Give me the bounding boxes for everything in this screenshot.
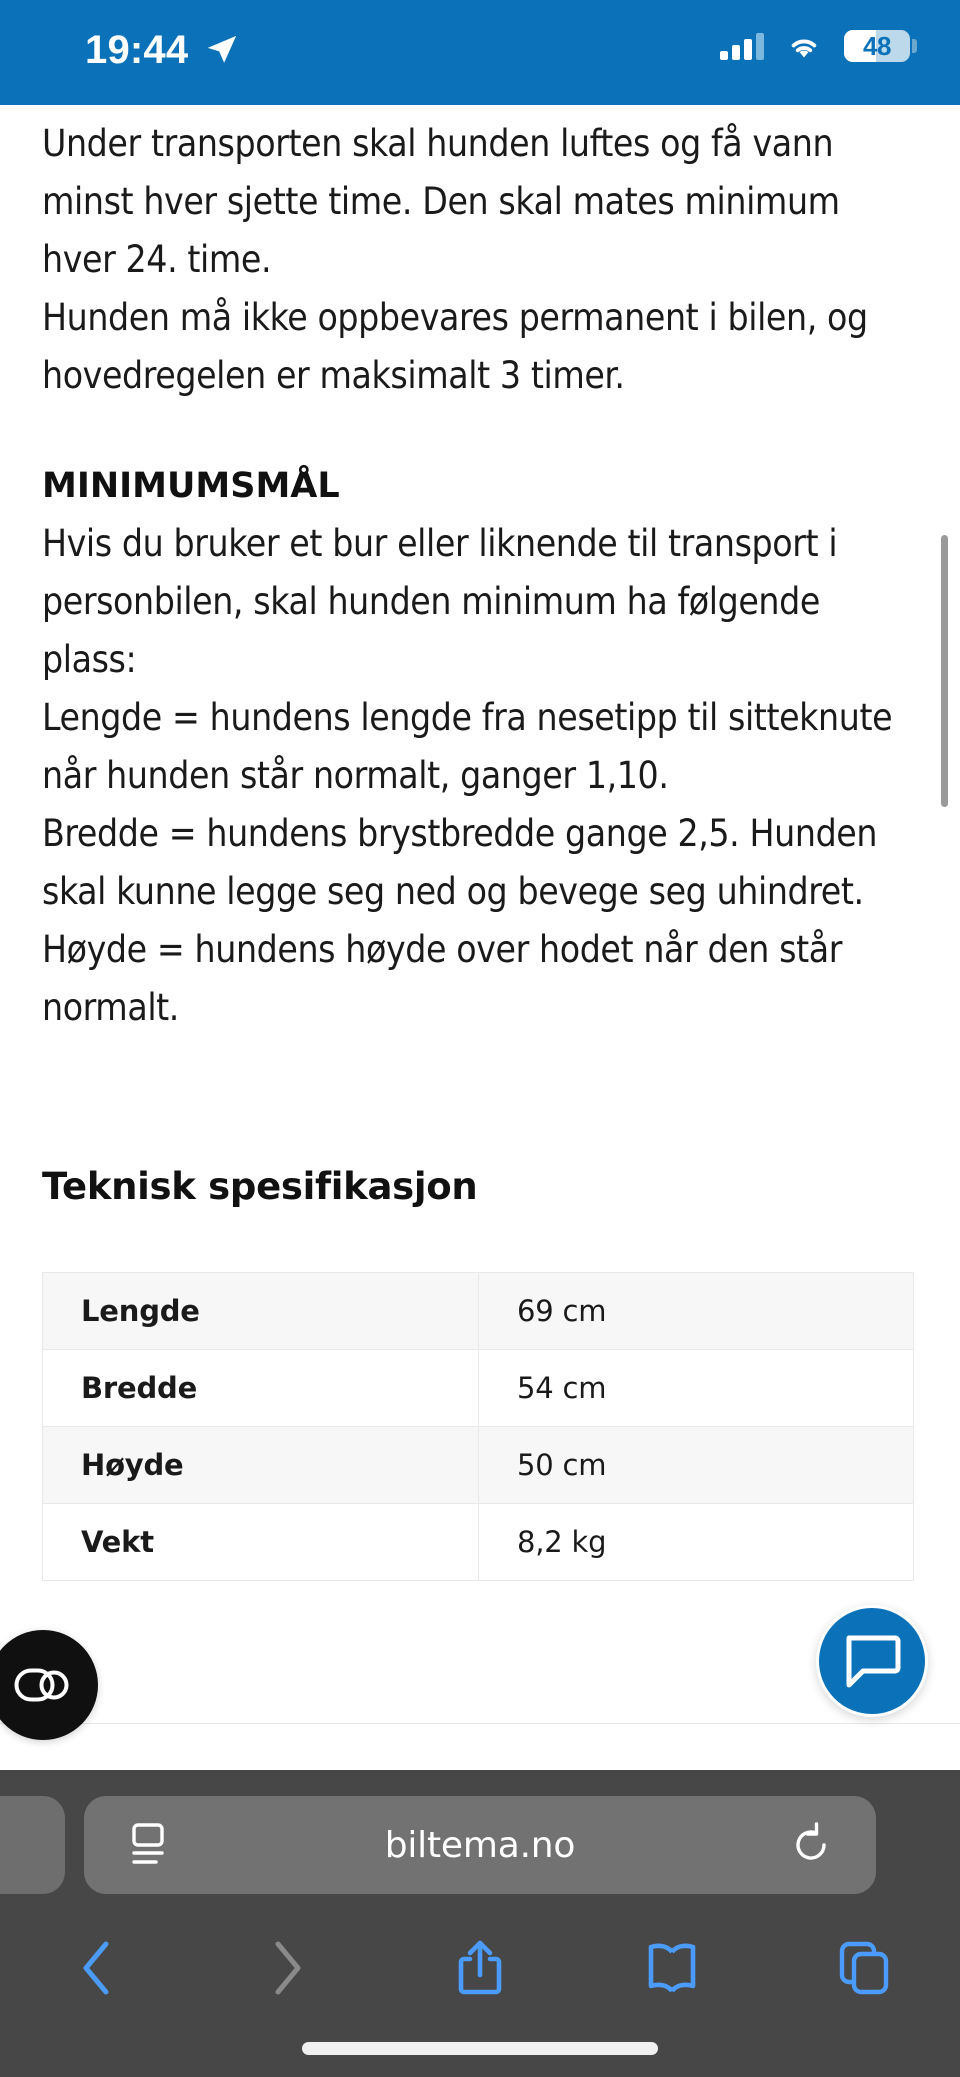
spec-value: 54 cm — [479, 1350, 914, 1427]
spec-value: 69 cm — [479, 1273, 914, 1350]
tabs-icon — [838, 1941, 890, 1995]
wifi-icon — [786, 32, 822, 60]
web-page-viewport[interactable] — [0, 105, 960, 1770]
table-row — [43, 1350, 914, 1427]
browser-chrome — [0, 1770, 960, 2077]
reload-icon[interactable] — [790, 1822, 832, 1868]
cookie-consent-icon — [14, 1668, 72, 1702]
chevron-left-icon — [79, 1940, 113, 1996]
status-bar-time: 19:44 — [85, 28, 189, 72]
heading-minimumsmal: MINIMUMSMÅL — [42, 466, 340, 506]
status-bar-indicators — [720, 30, 910, 62]
paragraph-bredde: Bredde = hundens brystbredde gange 2,5. Hunden skal kunne legge seg ned og bevege seg uhindret. — [42, 812, 878, 913]
paragraph-transport: Under transporten skal hunden luftes og få vann minst hver sjette time. Den skal mates minimum hver 24. time. — [42, 122, 840, 281]
reader-view-icon[interactable] — [126, 1822, 170, 1868]
paragraph-plass: Hvis du bruker et bur eller liknende til transport i personbilen, skal hunden minimum ha følgende plass: — [42, 522, 838, 681]
spec-key: Høyde — [43, 1427, 479, 1504]
spec-key: Bredde — [43, 1350, 479, 1427]
table-row — [43, 1273, 914, 1350]
heading-teknisk-spesifikasjon: Teknisk spesifikasjon — [42, 1165, 478, 1208]
battery-level-label: 48 — [863, 30, 891, 61]
bookmarks-button[interactable] — [576, 1918, 768, 2018]
chat-bubble-icon — [841, 1632, 903, 1690]
paragraph-lengde: Lengde = hundens lengde fra nesetipp til sitteknute når hunden står normalt, ganger 1,10. — [42, 696, 893, 797]
spacer — [42, 1037, 918, 1165]
page-divider — [0, 1723, 960, 1724]
book-icon — [645, 1942, 699, 1994]
status-bar — [0, 0, 960, 105]
home-indicator — [302, 2042, 658, 2055]
share-button[interactable] — [384, 1918, 576, 2018]
chevron-right-icon — [271, 1940, 305, 1996]
share-icon — [456, 1939, 504, 1997]
article-content — [0, 57, 960, 1581]
tabs-button[interactable] — [768, 1918, 960, 2018]
location-arrow-icon — [205, 33, 239, 67]
forward-button[interactable] — [192, 1918, 384, 2018]
spec-table — [42, 1272, 914, 1581]
spec-value: 50 cm — [479, 1427, 914, 1504]
back-button[interactable] — [0, 1918, 192, 2018]
battery-icon — [844, 30, 910, 62]
table-row — [43, 1427, 914, 1504]
cellular-signal-icon — [720, 32, 764, 60]
tab-row — [0, 1796, 960, 1894]
spec-value: 8,2 kg — [479, 1504, 914, 1581]
spec-key: Lengde — [43, 1273, 479, 1350]
paragraph-hoyde: Høyde = hundens høyde over hodet når den står normalt. — [42, 928, 843, 1029]
url-bar[interactable] — [84, 1796, 876, 1894]
spacer — [42, 405, 918, 457]
browser-toolbar — [0, 1918, 960, 2018]
table-row — [43, 1504, 914, 1581]
url-text: biltema.no — [384, 1824, 576, 1866]
paragraph-permanent: Hunden må ikke oppbevares permanent i bilen, og hovedregelen er maksimalt 3 timer. — [42, 296, 868, 397]
adjacent-tab[interactable] — [0, 1796, 65, 1894]
spec-key: Vekt — [43, 1504, 479, 1581]
chat-button[interactable] — [816, 1605, 928, 1717]
vertical-scrollbar[interactable] — [941, 535, 948, 807]
